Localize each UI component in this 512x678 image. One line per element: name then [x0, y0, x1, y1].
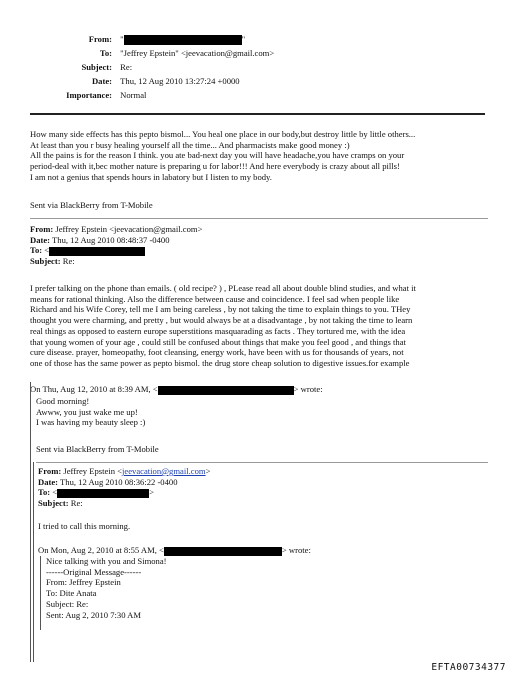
reply-line: cure disease. prayer, homeopathy, foot cleansing, energy work, have been with us for thousands of years, not	[30, 347, 404, 358]
reply-subject-value: Re:	[62, 256, 75, 267]
quote-intro-suffix: > wrote:	[281, 545, 311, 555]
reply-date-value: Thu, 12 Aug 2010 08:48:37 -0400	[52, 234, 170, 245]
reply-subject-label: Subject:	[38, 498, 69, 509]
reply-from-label: From:	[30, 224, 54, 234]
message-line: At least than you r busy healing yourself all the time... And pharmacists make good money :)	[30, 139, 350, 150]
quoted-line: I was having my beauty sleep :)	[36, 417, 146, 428]
header-to-label: To:	[99, 48, 112, 58]
header-subject-label: Subject:	[81, 62, 112, 72]
redaction-block	[57, 489, 149, 498]
reply-from-close: >	[205, 466, 211, 476]
quoted-line: Good morning!	[36, 396, 90, 406]
header-importance-label: Importance:	[66, 90, 112, 100]
reply-line: one of those has the same power as pepto bismol. the drug store cheap solution to digestive issues.for example	[30, 358, 410, 369]
redaction-block	[164, 547, 282, 556]
reply-to-prefix: <	[52, 487, 58, 498]
quote-intro-prefix: On Thu, Aug 12, 2010 at 8:39 AM, <	[30, 384, 158, 394]
reply-body	[30, 283, 488, 369]
header-from-open-quote: "	[120, 34, 124, 44]
header-from-row	[64, 34, 245, 45]
header-to-value: "Jeffrey Epstein" <jeevacation@gmail.com>	[120, 48, 275, 58]
reply-line: means for rational thinking. Also the difference between cause and coincidence. I feel sad when people like	[30, 293, 400, 304]
reply-to-label: To:	[30, 245, 43, 256]
reply-to-prefix: <	[44, 245, 50, 256]
reply-date-label: Date:	[30, 234, 51, 245]
redaction-block	[124, 35, 242, 45]
quote-intro-suffix: > wrote:	[293, 384, 323, 394]
reply-date-value: Thu, 12 Aug 2010 08:36:22 -0400	[60, 476, 178, 487]
reply-line: Richard and his Wife Corey, tell me I am being careless , by not taking the time to explain things to you. THey	[30, 304, 411, 315]
reply-line: I prefer talking on the phone than emails. ( old recipe? ) , PLease read all about double blind studies, and what it	[30, 283, 416, 293]
header-date-label: Date:	[91, 76, 112, 86]
reply-header	[30, 224, 488, 267]
reply-from-name: Jeffrey Epstein <	[63, 466, 123, 476]
reply-subject-value: Re:	[70, 498, 83, 509]
quoted-body	[36, 396, 476, 428]
message-line: I am not a genius that spends hours in labatory but I listen to my body.	[30, 171, 272, 182]
header-to-row	[64, 48, 274, 59]
quote-intro	[38, 545, 311, 556]
quoted-line: From: Jeffrey Epstein	[46, 577, 121, 588]
reply-header	[38, 466, 478, 509]
header-subject-row	[46, 62, 132, 73]
quoted-line: ------Original Message------	[46, 566, 142, 577]
reply-to-label: To:	[38, 487, 51, 498]
message-line: How many side effects has this pepto bismol... You heal one place in our body,but destroy little by little others...	[30, 129, 416, 139]
message-signature: Sent via BlackBerry from T-Mobile	[30, 200, 153, 210]
header-subject-value: Re:	[120, 62, 133, 72]
quote-intro-prefix: On Mon, Aug 2, 2010 at 8:55 AM, <	[38, 545, 164, 555]
quoted-line: To: Dite Anata	[46, 588, 97, 599]
reply-line: thought you were charming, and pretty , but would always be at a disadvantage , by not taking the time to learn	[30, 315, 413, 326]
reply-divider	[30, 218, 488, 219]
header-importance-value: Normal	[120, 90, 147, 100]
email-link[interactable]: jeevacation@gmail.com	[122, 466, 206, 476]
reply-to-suffix: >	[149, 487, 154, 498]
redaction-block	[49, 247, 145, 256]
header-from-label: From:	[88, 34, 112, 44]
header-from-close-quote: "	[241, 34, 246, 44]
reply-line: that young women of your age , could still be confused about things that make you feel good , and things that	[30, 336, 406, 347]
quoted-line: Sent: Aug 2, 2010 7:30 AM	[46, 609, 142, 620]
header-importance-row	[34, 90, 146, 101]
quoted-line: Subject: Re:	[46, 598, 89, 609]
reply-date-label: Date:	[38, 476, 59, 487]
reply-line: real things as opposed to eastern europe superstitions masquarading as facts . They tortured me, with the idea	[30, 325, 406, 336]
quoted-signature: Sent via BlackBerry from T-Mobile	[36, 444, 159, 454]
reply-from-label: From:	[38, 466, 62, 476]
message-line: period-deal with it,bec mother nature is preparing u for labor!!! And here everybody is crazy about all pills!	[30, 161, 400, 172]
quoted-line: Nice talking with you and Simona!	[46, 556, 167, 566]
quote-bar	[40, 556, 41, 630]
reply-subject-label: Subject:	[30, 256, 61, 267]
message-line: All the pains is for the reason I think. you ate bad-next day you will have headache,you have cramps on your	[30, 150, 405, 161]
quoted-body	[46, 556, 466, 620]
header-date-row	[58, 76, 240, 87]
header-date-value: Thu, 12 Aug 2010 13:27:24 +0000	[120, 76, 240, 86]
quoted-line: Awww, you just wake me up!	[36, 406, 138, 417]
document-id: EFTA00734377	[431, 662, 506, 673]
reply-body: I tried to call this morning.	[38, 521, 131, 531]
header-divider	[30, 113, 485, 115]
message-body	[30, 129, 488, 183]
reply-from-value: Jeffrey Epstein <jeevacation@gmail.com>	[55, 224, 203, 234]
